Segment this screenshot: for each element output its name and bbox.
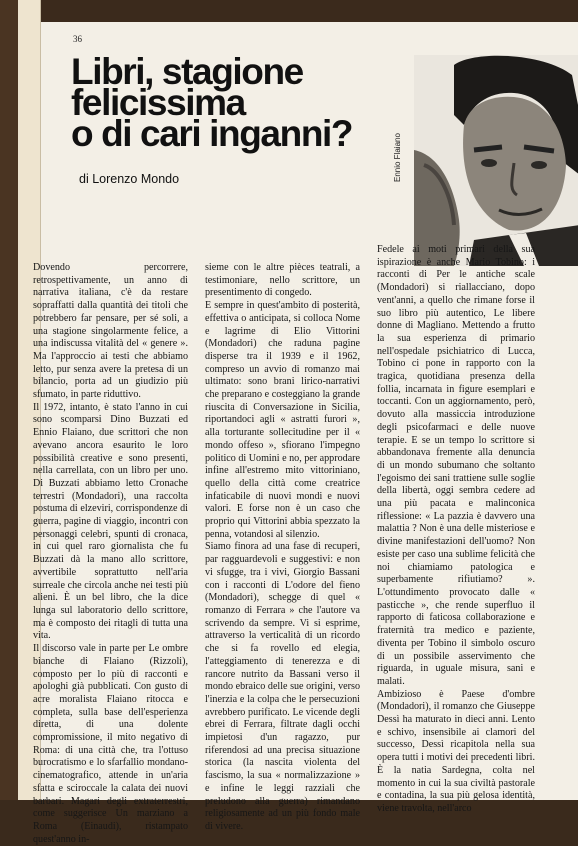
article-headline xyxy=(71,51,401,154)
article-paragraph: Il 1972, intanto, è stato l'anno in cui sono scomparsi Dino Buzzati ed Ennio Flaiano, due scrittori che non avevano ancora esaurito le loro possibilità creative e sono presenti, nella carrellata, con un libro per uno. Di Buzzati abbiamo letto Cronache terrestri (Mondadori), una raccolta postuma di elzeviri, corrispondenze di guerra, pagine di viaggio, incontri con personaggi celebri, spunti di cronaca, in cui quel raro giornalista che fu Buzzati dà la mano allo scrittore, avvertibile soprattutto nell'aria surreale che circola anche nei testi più alieni. È un bel libro, che la dice lunga sul laboratorio dello scrittore, ma è composto dei ritagli di tutta una vita. xyxy=(33,401,188,642)
article-column-3 xyxy=(377,244,535,816)
article-column-1 xyxy=(33,262,188,846)
article-paragraph: Ambizioso è Paese d'ombre (Mondadori), il romanzo che Giuseppe Dessì ha maturato in dieci anni. Lento e schivo, insensibile ai clamori del successo, Dessì ricapitola nella sua opera tutti i motivi dei precedenti libri. È la natia Sardegna, colta nel momento in cui la sua civiltà pastorale e contadina, la sua più gelosa identità, viene travolta, nell'arco xyxy=(377,688,535,814)
page-number: 36 xyxy=(73,34,82,44)
article-paragraph: sieme con le altre pièces teatrali, a testimoniare, nello scrittore, un presentimento di congedo. xyxy=(205,262,360,299)
article-paragraph: Dovendo percorrere, retrospettivamente, un anno di narrativa italiana, c'è da restare sopraffatti dalla quantità dei titoli che potrebbero far pensare, per sé soli, a una stagione singolarmente felice, a una indiscussa vitalità del « genere ». Ma l'approccio ai testi che abbiamo letto, pur senza avere la pretesa di un bilancio, porta ad un giudizio più sfumato, in parte riduttivo. xyxy=(33,262,188,401)
book-binding xyxy=(0,0,18,800)
article-paragraph: E sempre in quest'ambito di posterità, effettiva o anticipata, si colloca Nome e lagrime di Elio Vittorini (Mondadori) che raduna pagine disperse tra il 1939 e il 1962, compreso un avvio di romanzo mai ultimato: sono brani lirico-narrativi che preparano e costeggiano la grande riuscita di Conversazione in Sicilia, riportandoci agli « astratti furori », alla torturante sollecitudine per il « mondo offeso », sfioranо l'impegno politico di Uomini e no, per approdare infine all'estremo mito vittoriniano, quello della città come creatrice infaticabile di nuovi mondi e nuovi valori. E forse non è un caso che proprio qui Vittorini abbia spezzato la penna, votandosi al silenzio. xyxy=(205,300,361,540)
article-paragraph: Siamo finora ad una fase di recuperi, par ragguardevoli e suggestivi: e non vi sfugge, tra i vivi, Giorgio Bassani con i racconti di L'odore del fieno (Mondadori), schegge di quel « romanzo di Ferrara » che l'autore va scrivendo da sempre. Vi si esprime, attraverso la verticalità di un ricordo che si fa rovello ed elegia, l'atteggiamento di tenerezza e di rancore nutrito da Bassani verso il mondo ebraico delle sue origini, verso l'inerzia e la colpa che le persecuzioni avrebbero purificato. Le vicende degli ebrei di Ferrara, filtrate dagli occhi impietosi d'un ragazzo, pur riferendosi ad una precisa situazione storica (la nascita violenta del fascismo, la sua « normalizzazione » e infine le leggi razziali che preludono alla guerra) rimandano religiosamente ad un più fondo male di vivere. xyxy=(205,541,360,832)
article-paragraph: Il discorso vale in parte per Le ombre bianche di Flaiano (Rizzoli), composto per lo più di racconti e apologhi già pubblicati. Con gusto di acre moralista Flaiano ritocca e completa, sulla base dell'esperienza diretta, di una dolente compromissione, il mito negativo di Roma: di una città che, tra l'ottuso burocratismo e lo sfarfallio mondano-cinematografico, attende in un'aria sfatta e sciroccale la calata dei nuovi barbari. Magari degli extraterrestri, come suggerisce Un marziano a Roma (Einaudi), ristampato quest'anno in- xyxy=(33,643,188,845)
headline-line: felicissima xyxy=(71,82,245,123)
article-byline: di Lorenzo Mondo xyxy=(79,172,180,186)
headline-line: o di cari inganni? xyxy=(71,113,353,154)
article-paragraph: Fedele ai moti primari della sua ispirazione è anche Mario Tobino: i racconti di Per le antiche scale (Mondadori) si riallacciano, dopo vent'anni, a quello che rimane forse il suo libro più autentico, Le libere donne di Magliano. Mettendo a frutto la sua esperienza di primario nell'ospedale psichiatrico di Lucca, Tobino ci pone in rapporto con la tragica, quotidiana presenza della follia, incarnata in figure esemplari e toccanti. Con un aggiornamento, però, dovuto alla massiccia introduzione degli psicofarmaci e delle nuove terapie. E se un tempo lo scrittore si abbandonava fremente alla denuncia di un mondo subumano che soltanto l'egoismo dei sani trattiene sulle soglie della libertà, oggi sembra cedere ad una più pacata e malinconica riflessione: « La pazzia è davvero una malattia ? Non è una delle misteriose e divine manifestazioni dell'uomo? Non esiste per caso una sublime felicità che noi chiamiamo patologica e superbamente rifiutiamo? ». L'ottundimento provocato dalle « pasticche », che rende superfluo il rapporto di faticosa collaborazione e fraternità tra medico e paziente, diventa per Tobino il simbolo oscuro di un possibile asservimento che riguarda, in uguale misura, sani e malati. xyxy=(377,244,535,687)
article-column-2 xyxy=(205,262,360,834)
portrait-illustration xyxy=(414,55,578,266)
photo-caption: Ennio Flaiano xyxy=(393,133,402,182)
headline-line: Libri, stagione xyxy=(71,51,303,92)
author-portrait-photo xyxy=(414,55,578,266)
